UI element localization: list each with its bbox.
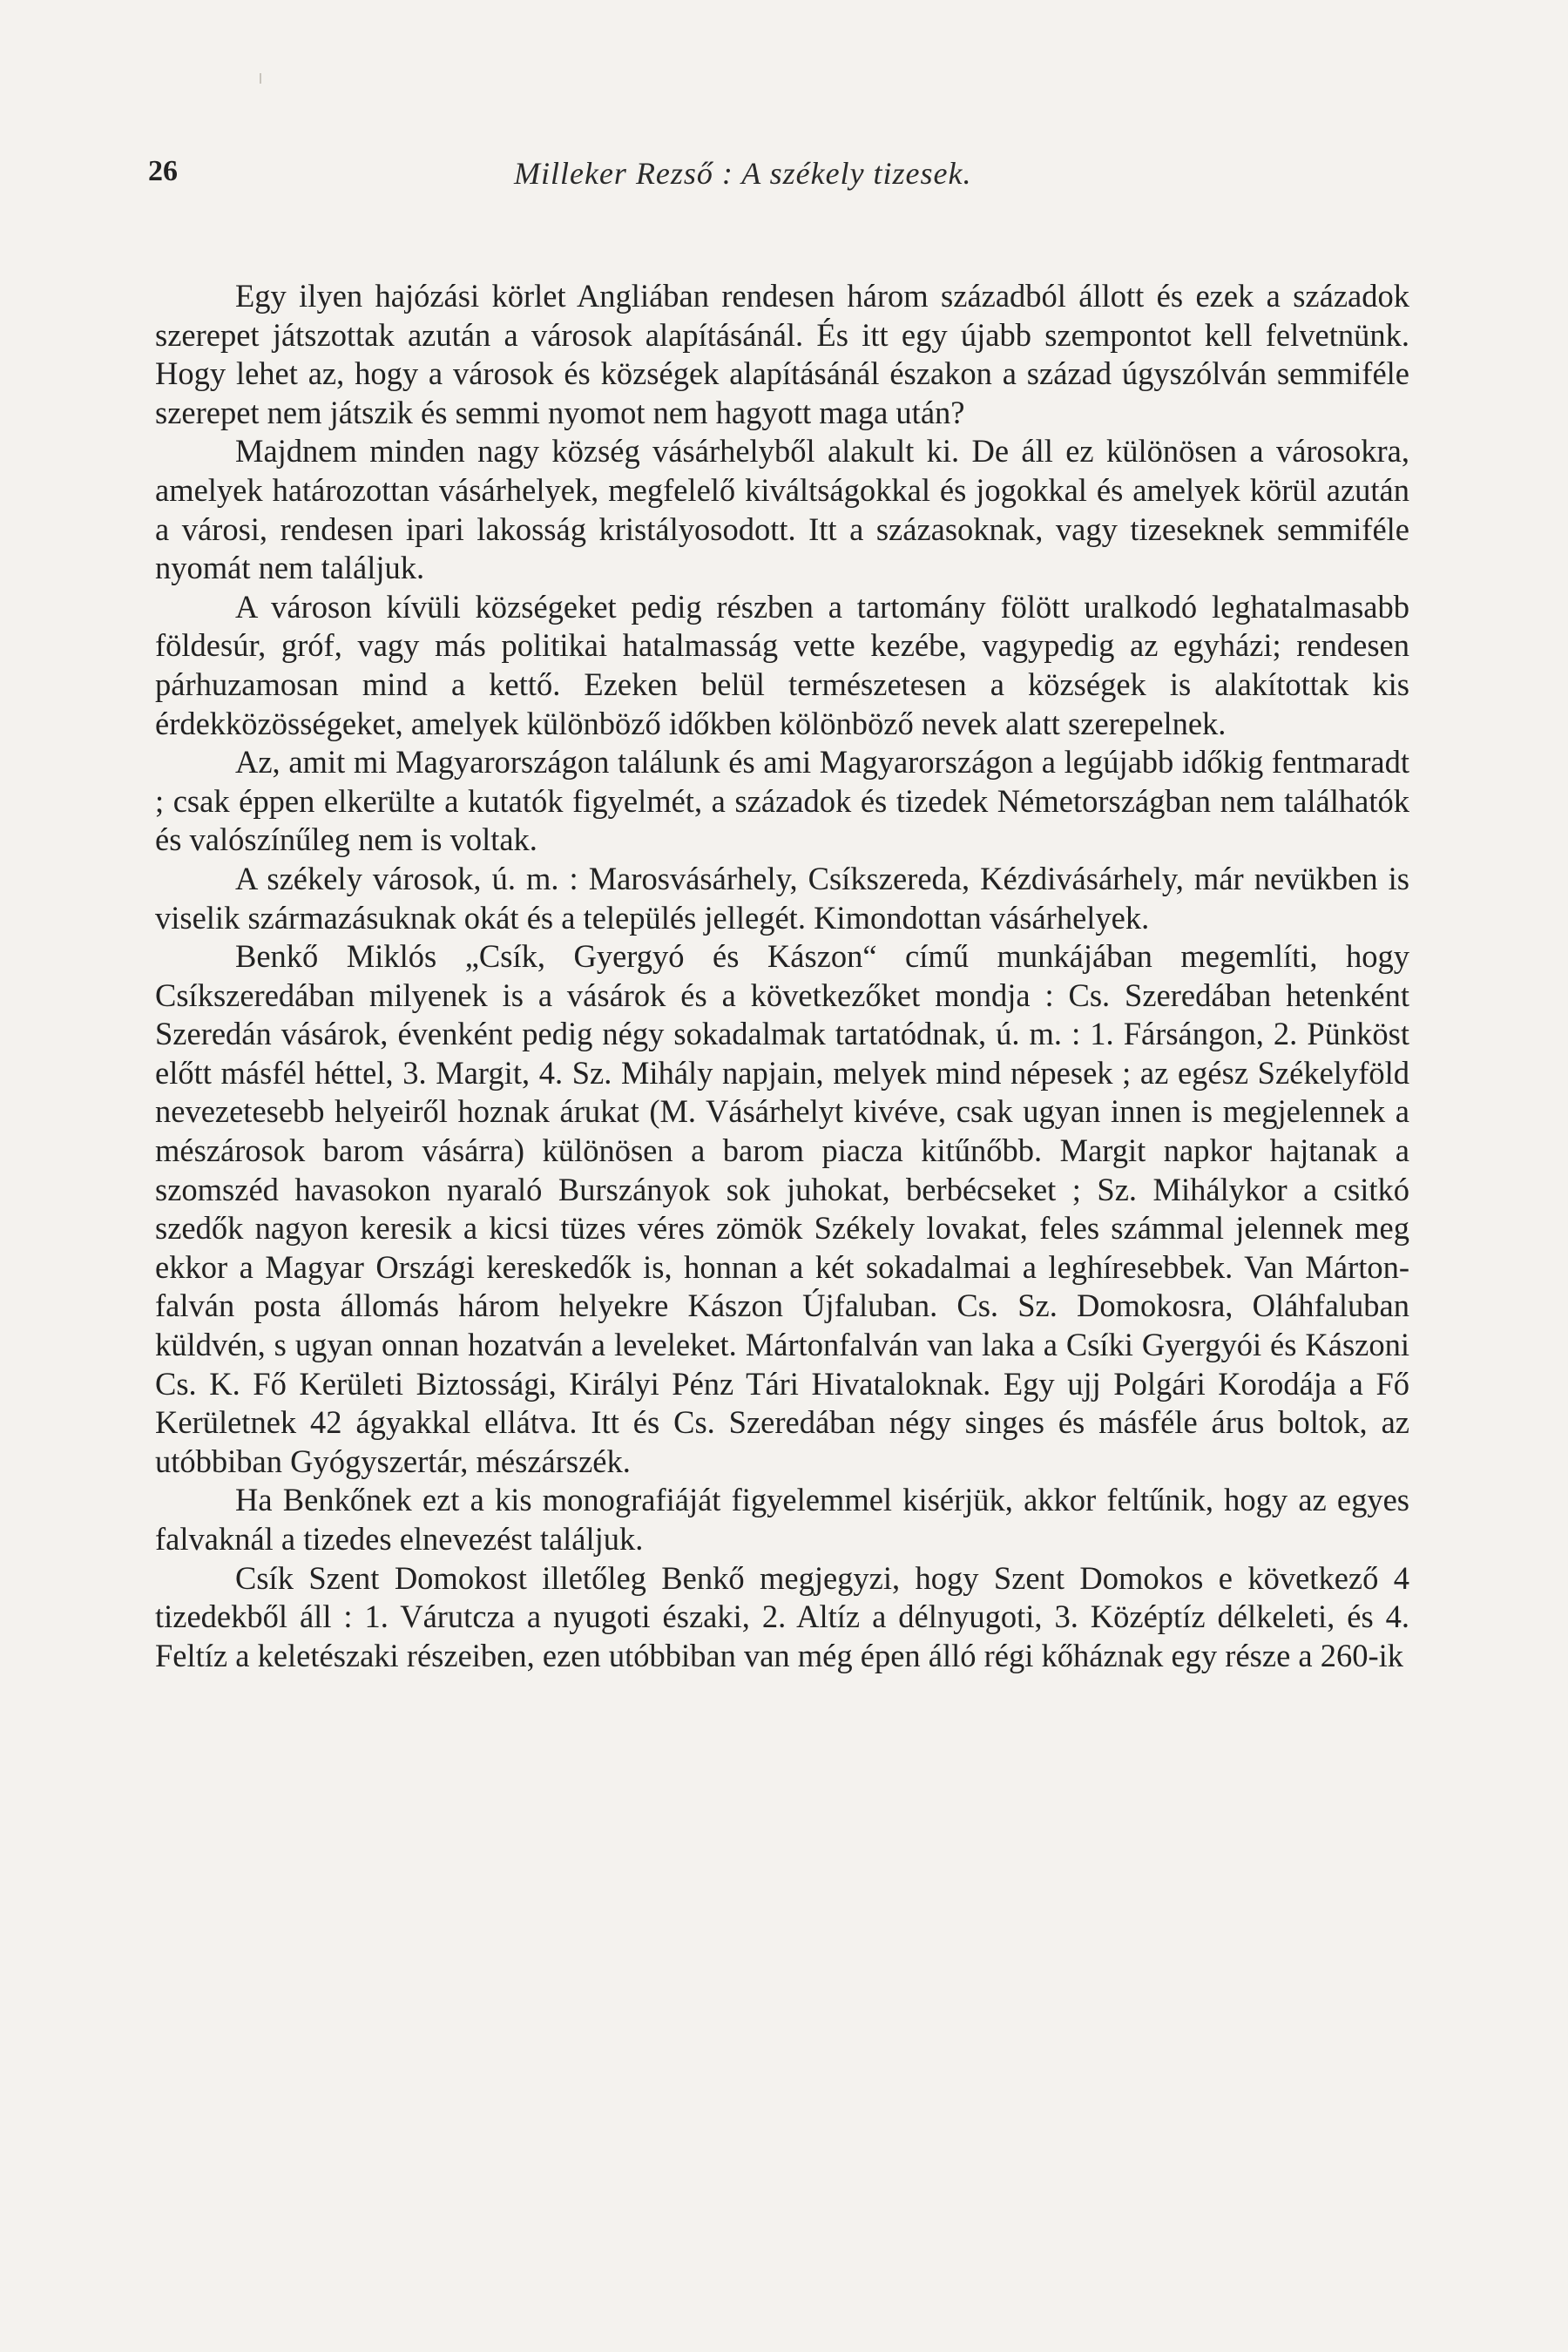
paragraph: Egy ilyen hajózási körlet Angliában rendesen három századból állott és ezek a századok szerepet játszottak azután a városok alapításánál. És itt egy újabb szempontot kell felvetnünk. Hogy lehet az, hogy a városok és községek alapításánál északon a század úgyszólván semmiféle szerepet nem játszik és semmi nyomot nem hagyott maga után?: [155, 278, 1409, 430]
paragraph: A székely városok, ú. m. : Marosvásárhely, Csíkszereda, Kézdivásárhely, már nevükben is viselik származásuknak okát és a település jellegét. Kimondottan vásárhelyek.: [155, 860, 1409, 936]
paragraph: Majdnem minden nagy község vásárhelyből alakult ki. De áll ez különösen a városokra, amelyek határozottan vásárhelyek, megfelelő kiváltságokkal és jogokkal és amelyek körül azután a városi, rendesen ipari lakosság kristályosodott. Itt a százasoknak, vagy tizeseknek semmiféle nyomát nem találjuk.: [155, 433, 1409, 586]
page-number: 26: [148, 155, 178, 187]
running-head: Milleker Rezső : A székely tizesek.: [514, 156, 972, 191]
paragraph: Ha Benkőnek ezt a kis monografiáját figyelemmel kisérjük, akkor feltűnik, hogy az egyes falvaknál a tizedes elnevezést találjuk.: [155, 1482, 1409, 1557]
paragraph: Az, amit mi Magyarországon találunk és ami Magyarországon a legújabb időkig fentmaradt ; csak éppen elkerülte a kutatók figyelmét, a századok és tizedek Németországban nem találhatók és valószínűleg nem is voltak.: [155, 744, 1409, 858]
paragraph: A városon kívüli községeket pedig részben a tartomány fölött uralkodó leghatalmasabb földesúr, gróf, vagy más politikai hatalmasság vette kezébe, vagypedig az egyházi; rendesen párhuzamosan mind a kettő. Ezeken belül természetesen a községek is alakítottak kis érdekközösségeket, amelyek különböző időkben kölönböző nevek alatt szerepelnek.: [155, 588, 1409, 741]
paragraph: Csík Szent Domokost illetőleg Benkő megjegyzi, hogy Szent Domokos e következő 4 tizedekből áll : 1. Várutcza a nyugoti északi, 2. Altíz a délnyugoti, 3. Középtíz délkeleti, és 4. Feltíz a keletészaki részeiben, ezen utóbbiban van még épen álló régi kőháznak egy része a 260-ik: [155, 1559, 1409, 1673]
paragraph: Benkő Miklós „Csík, Gyergyó és Kászon“ című munkájában megemlíti, hogy Csíkszeredában milyenek is a vásárok és a következőket mondja : Cs. Szeredában hetenként Szeredán vásárok, évenként pedig négy sokadalmak tartatódnak, ú. m. : 1. Fársángon, 2. Pünköst előtt másfél héttel, 3. Margit, 4. Sz. Mihály napjain, melyek mind népesek ; az egész Székelyföld nevezetesebb helyeiről hoznak árukat (M. Vásárhelyt kivéve, csak ugyan innen is megjelennek a mészárosok barom vásárra) különösen a barom piacza kitűnőbb. Margit napkor hajtanak a szomszéd havasokon nyaraló Burszányok sok juhokat, berbécseket ; Sz. Mihálykor a csitkó szedők nagyon keresik a kicsi tüzes véres zömök Székely lovakat, feles számmal jelennek meg ekkor a Magyar Országi kereskedők is, honnan a két sokadalmai a leghíresebbek. Van Mártonfalván posta állomás három helyekre Kászon Újfaluban. Cs. Sz. Domokosra, Oláhfaluban küldvén, s ugyan onnan hozatván a leveleket. Mártonfalván van laka a Csíki Gyergyói és Kászoni Cs. K. Fő Kerületi Biztossági, Királyi Pénz Tári Hivataloknak. Egy ujj Polgári Korodája a Fő Kerületnek 42 ágyakkal ellátva. Itt és Cs. Szeredában négy singes és másféle árus boltok, az utóbbiban Gyógyszertár, mészárszék.: [155, 938, 1409, 1479]
scan-speck: [260, 73, 261, 84]
body-text: [155, 277, 1409, 1675]
page-header: [148, 146, 1411, 199]
